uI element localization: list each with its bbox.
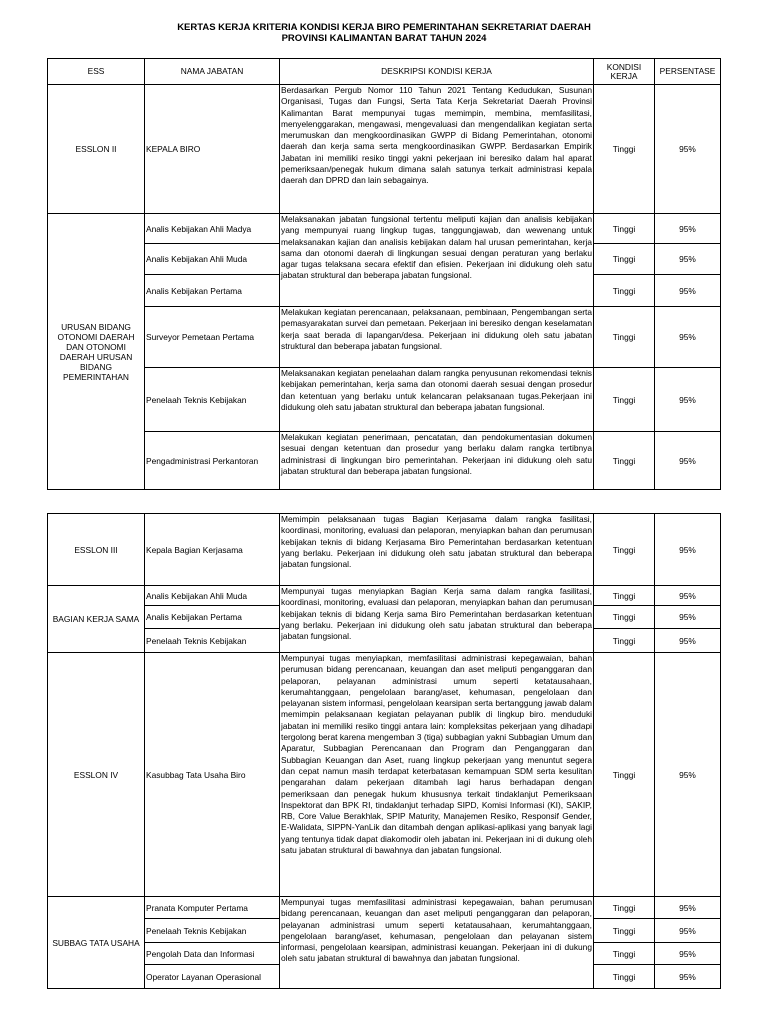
nama-jabatan-cell: Kasubbag Tata Usaha Biro [145,653,280,897]
deskripsi-cell: Melaksanakan jabatan fungsional tertentu meliputi kajian dan analisis kebijakan yang mempunyai ruang lingkup tugas, tanggungjawab, dan wewenang untuk melaksanakan kajian dan analisis kebijakan dalam hal urusan pemerintahan, kerja sama dan otonomi daerah di lingkungan sesuai dengan peraturan yang berlaku agar tugas telaksana secara efektif dan efisien. Pekerjaan ini didukung oleh satu jabatan struktural dan beberapa jabatan fungsional. [280,214,594,307]
deskripsi-cell: Melakukan kegiatan penerimaan, pencatatan, dan pendokumentasian dokumen sesuai dengan ketentuan dan prosedur yang berlaku dalam rangka tertibnya administrasi di lingkungan biro pemerintahan. Pekerjaan ini didukung oleh satu jabatan struktural dan beberapa jabatan fungsional. [280,432,594,490]
persentase-cell: 95% [655,606,721,629]
table-row [48,368,721,432]
kondisi-kerja-table-1 [47,58,721,490]
nama-jabatan-cell: Kepala Bagian Kerjasama [145,514,280,586]
ess-cell: ESSLON III [48,514,145,586]
nama-jabatan-cell: KEPALA BIRO [145,85,280,214]
kondisi-cell: Tinggi [594,368,655,432]
nama-jabatan-cell: Analis Kebijakan Ahli Madya [145,214,280,244]
persentase-cell: 95% [655,586,721,606]
header-ess: ESS [48,59,145,85]
kondisi-cell: Tinggi [594,514,655,586]
deskripsi-cell: Melakukan kegiatan perencanaan, pelaksanaan, pembinaan, Pengembangan serta pemasyarakatan survei dan pemetaan. Pekerjaan ini beresiko dengan keselamatan kerja saat berada di lapangan/desa. Pekerjaan ini didukung oleh satu jabatan struktural dan beberapa jabatan fungsional. [280,307,594,368]
kondisi-cell: Tinggi [594,244,655,275]
nama-jabatan-cell: Surveyor Pemetaan Pertama [145,307,280,368]
nama-jabatan-cell: Analis Kebijakan Pertama [145,606,280,629]
deskripsi-cell: Memimpin pelaksanaan tugas Bagian Kerjasama dalam rangka fasilitasi, koordinasi, monitoring, evaluasi dan pelaporan, menyiapkan bahan dan perumusan kebijakan teknis di bidang Kerjasama Biro Pemerintahan berdasarkan ketentuan yang berlaku. Pekerjaan ini didukung oleh satu jabatan struktural dan beberapa jabatan fungsional. [280,514,594,586]
persentase-cell: 95% [655,653,721,897]
kondisi-cell: Tinggi [594,943,655,965]
kondisi-cell: Tinggi [594,432,655,490]
ess-group-cell: BAGIAN KERJA SAMA [48,586,145,653]
kondisi-cell: Tinggi [594,214,655,244]
table-row [48,307,721,368]
kondisi-cell: Tinggi [594,965,655,989]
ess-cell: ESSLON IV [48,653,145,897]
nama-jabatan-cell: Operator Layanan Operasional [145,965,280,989]
kondisi-cell: Tinggi [594,85,655,214]
kondisi-cell: Tinggi [594,919,655,943]
persentase-cell: 95% [655,214,721,244]
kondisi-cell: Tinggi [594,629,655,653]
kondisi-cell: Tinggi [594,897,655,919]
table-row [48,653,721,897]
persentase-cell: 95% [655,897,721,919]
header-persentase: PERSENTASE [655,59,721,85]
nama-jabatan-cell: Pengadministrasi Perkantoran [145,432,280,490]
table-row [48,214,721,244]
persentase-cell: 95% [655,307,721,368]
nama-jabatan-cell: Analis Kebijakan Ahli Muda [145,586,280,606]
header-row [48,59,721,85]
persentase-cell: 95% [655,244,721,275]
persentase-cell: 95% [655,432,721,490]
kondisi-kerja-table-2 [47,513,721,989]
kondisi-cell: Tinggi [594,606,655,629]
persentase-cell: 95% [655,275,721,307]
header-nama-jabatan: NAMA JABATAN [145,59,280,85]
persentase-cell: 95% [655,85,721,214]
kondisi-cell: Tinggi [594,653,655,897]
persentase-cell: 95% [655,943,721,965]
header-kondisi-kerja: KONDISI KERJA [594,59,655,85]
table-row [48,85,721,214]
ess-group-cell: SUBBAG TATA USAHA [48,897,145,989]
document-title [0,22,768,44]
nama-jabatan-cell: Pranata Komputer Pertama [145,897,280,919]
header-deskripsi: DESKRIPSI KONDISI KERJA [280,59,594,85]
persentase-cell: 95% [655,965,721,989]
nama-jabatan-cell: Pengolah Data dan Informasi [145,943,280,965]
kondisi-cell: Tinggi [594,307,655,368]
table-row [48,897,721,919]
deskripsi-cell: Melaksanakan kegiatan penelaahan dalam rangka penyusunan rekomendasi teknis kebijakan pemerintahan, kerja sama dan otonomi daerah sesuai dengan prosedur dan ketentuan yang berlaku untuk kelancaran pelaksanaan tugas.Pekerjaan ini didukung oleh satu jabatan struktural dan beberapa jabatan fungsional. [280,368,594,432]
persentase-cell: 95% [655,368,721,432]
nama-jabatan-cell: Penelaah Teknis Kebijakan [145,368,280,432]
persentase-cell: 95% [655,919,721,943]
ess-cell: ESSLON II [48,85,145,214]
kondisi-cell: Tinggi [594,586,655,606]
deskripsi-cell: Mempunyai tugas menyiapkan Bagian Kerja sama dalam rangka fasilitasi, koordinasi, monitoring, evaluasi dan pelaporan, menyiapkan bahan dan perumusan kebijakan teknis di bidang Kerja sama Biro Pemerintahan berdasarkan ketentuan yang berlaku. Pekerjaan ini didukung oleh satu jabatan struktural dan beberapa jabatan fungsional. [280,586,594,653]
nama-jabatan-cell: Analis Kebijakan Ahli Muda [145,244,280,275]
title-line-1: KERTAS KERJA KRITERIA KONDISI KERJA BIRO PEMERINTAHAN SEKRETARIAT DAERAH [177,22,591,33]
nama-jabatan-cell: Penelaah Teknis Kebijakan [145,629,280,653]
table-row [48,586,721,606]
nama-jabatan-cell: Penelaah Teknis Kebijakan [145,919,280,943]
table-row [48,514,721,586]
ess-group-cell: URUSAN BIDANG OTONOMI DAERAH DAN OTONOMI DAERAH URUSAN BIDANG PEMERINTAHAN [48,214,145,490]
nama-jabatan-cell: Analis Kebijakan Pertama [145,275,280,307]
deskripsi-cell: Mempunyai tugas memfasilitasi administrasi kepegawaian, bahan perumusan bidang perencanaan, keuangan dan aset meliputi penganggaran dan pelaporan, pelayanan administrasi umum seperti ketatausahaan, kerumahtanggaan, pengelolaan barang/aset, kehumasan, pengelolaan dan pelayanan sistem informasi, pengelolaan kearsipan, administrasi keuangan. Pekerjaan ini di dukung oleh satu jabatan struktural di bawahnya dan jabatan fungsional. [280,897,594,989]
deskripsi-cell: Berdasarkan Pergub Nomor 110 Tahun 2021 Tentang Kedudukan, Susunan Organisasi, Tugas dan Fungsi, Serta Tata Kerja Sekretariat Daerah Provinsi Kalimantan Barat mempunyai tugas memimpin, membina, memfasilitasi, menyelenggarakan, mengawasi, mengevaluasi dan mengendalikan kegiatan serta merumuskan dan mengkoordinasikan GWPP di Bidang Pemerintahan, otonomi daerah dan kerja sama serta mengkoordinasikan GWPP. Berdasarkan Empirik Jabatan ini memiliki resiko tinggi yakni pekerjaan ini beresiko dalam hal aparat pemeriksaan/penegak hukum dimana salah satunya terkait administrasi kepala daerah dan DPRD dan lain sebagainya. [280,85,594,214]
persentase-cell: 95% [655,629,721,653]
deskripsi-cell: Mempunyai tugas menyiapkan, memfasilitasi administrasi kepegawaian, bahan perumusan bidang perencanaan, keuangan dan aset meliputi penganggaran dan pelaporan, pelayanan administrasi umum seperti ketatausahaan, kerumahtanggaan, pengelolaan barang/aset, kehumasan, pengelolaan dan pelayanan sistem informasi, pengelolaan kearsipan serta bertanggung jawab dalam memimpin pelaksanaan kegiatan pelayanan publik di lingkup biro. menduduki jabatan ini memiliki resiko tinggi antara lain: kompleksitas pekerjaan yang dihadapi tergolong berat karena mengemban 3 (tiga) subbagian yakni Subbagian Umum dan Aparatur, Subbagian Perencanaan dan Program dan Penganggaran dan Subbagian Keuangan dan Aset, ruang lingkup pekerjaan yang menuntut segera dan cepat namun masih terdapat keterbatasan kemampuan SDM serta kesulitan pengarahan dalam pekerjaan ditambah lagi harus berhadapan dengan pemeriksaan dan penegak hukum khususnya terkait tindaklanjut Pemeriksaan Inspektorat dan BPK RI, tindaklanjut terhadap SIPD, Komisi Informasi (KI), SAKIP, RB, Core Value Berakhlak, SPIP Maturity, Manajemen Resiko, Responsif Gender, E-Walidata, SIPPN-YanLik dan ditambah dengan aplikasi-aplikasi yang banyak lagi yang tentunya tidak dapat diakomodir oleh jabatan ini. Pekerjaan ini di dukung oleh satu jabatan struktural di bawahnya dan jabatan fungsional. [280,653,594,897]
table-row [48,432,721,490]
kondisi-cell: Tinggi [594,275,655,307]
persentase-cell: 95% [655,514,721,586]
title-line-2: PROVINSI KALIMANTAN BARAT TAHUN 2024 [281,33,487,44]
